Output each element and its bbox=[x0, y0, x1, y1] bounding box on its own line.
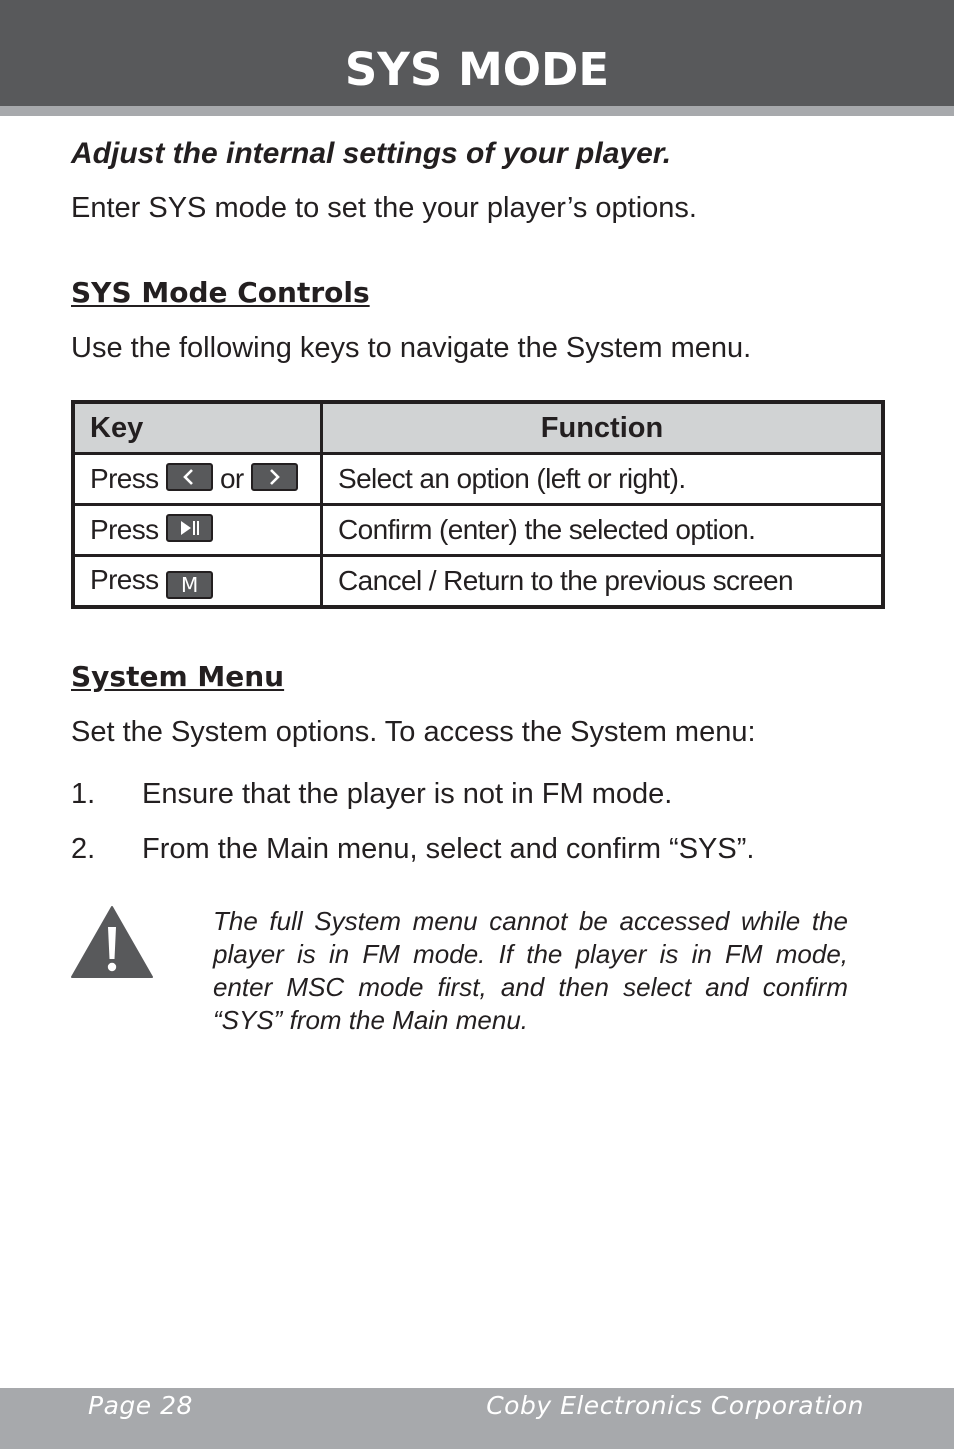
warning-note: The full System menu cannot be accessed while the player is in FM mode. If the player is in FM mode, enter MSC mode first, and then select and confirm “SYS” from the Main menu. bbox=[213, 906, 848, 1035]
table-row bbox=[73, 556, 883, 608]
intro-heading: Adjust the internal settings of your player. bbox=[71, 137, 672, 170]
controls-table bbox=[71, 400, 885, 609]
page-title: SYS MODE bbox=[344, 43, 610, 96]
warning-icon bbox=[70, 905, 154, 979]
or-label: or bbox=[219, 463, 244, 494]
table-cell-key bbox=[73, 505, 322, 556]
step-number: 1. bbox=[71, 778, 96, 810]
table-cell-key bbox=[73, 454, 322, 505]
step-text: From the Main menu, select and confirm “SYS”. bbox=[142, 833, 755, 865]
step-text: Ensure that the player is not in FM mode. bbox=[142, 778, 673, 810]
table-cell-function: Select an option (left or right). bbox=[322, 454, 884, 505]
play-pause-icon bbox=[166, 514, 213, 542]
left-arrow-icon bbox=[166, 463, 213, 491]
table-cell-function: Cancel / Return to the previous screen bbox=[322, 556, 884, 608]
m-key-icon: M bbox=[166, 571, 213, 599]
page-number: Page 28 bbox=[88, 1391, 193, 1420]
table-header-row bbox=[73, 402, 883, 454]
right-arrow-icon bbox=[251, 463, 298, 491]
step-number: 2. bbox=[71, 833, 96, 865]
controls-title: SYS Mode Controls bbox=[71, 276, 370, 309]
controls-text: Use the following keys to navigate the System menu. bbox=[71, 332, 752, 364]
press-label: Press bbox=[90, 514, 159, 545]
system-menu-title: System Menu bbox=[71, 660, 285, 693]
table-cell-function: Confirm (enter) the selected option. bbox=[322, 505, 884, 556]
table-row bbox=[73, 454, 883, 505]
press-label: Press bbox=[90, 463, 159, 494]
table-cell-key bbox=[73, 556, 322, 608]
table-row bbox=[73, 505, 883, 556]
intro-text: Enter SYS mode to set the your player’s options. bbox=[71, 192, 697, 224]
table-header-function: Function bbox=[322, 402, 884, 454]
header-stripe bbox=[0, 106, 954, 116]
company-name: Coby Electronics Corporation bbox=[486, 1391, 864, 1420]
press-label: Press bbox=[90, 563, 159, 595]
table-header-key: Key bbox=[73, 402, 322, 454]
system-menu-text: Set the System options. To access the System menu: bbox=[71, 716, 756, 748]
